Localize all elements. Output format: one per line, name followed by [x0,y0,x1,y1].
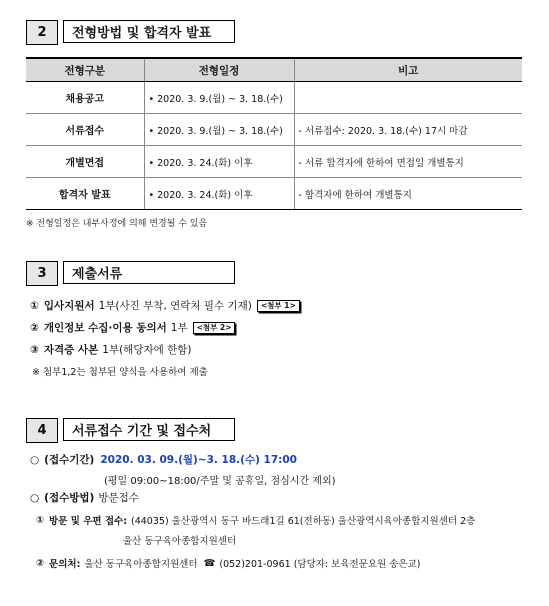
bullet-circle-icon: ○ [30,491,40,504]
item-marker: ③ [30,343,39,356]
category-cell: 서류접수 [26,114,144,146]
item-marker: ① [30,299,39,312]
item-name: 입사지원서 [43,300,95,312]
bullet-circle-icon: ○ [30,453,40,466]
category-cell: 합격자 발표 [26,178,144,210]
column-header: 전형일정 [144,58,294,82]
table-row [26,146,522,178]
contact-org: 울산 동구육아종합지원센터 [84,559,198,570]
contact-label: 문의처: [49,559,81,570]
section-number: 4 [26,418,58,443]
schedule-footnote: ※ 전형일정은 내부사정에 의해 변경될 수 있음 [26,219,208,229]
period-line [30,452,297,467]
category-cell: 채용공고 [26,82,144,114]
item-marker: ② [30,321,39,334]
period-hours: (평일 09:00~18:00/주말 및 공휴일, 점심시간 제외) [104,476,336,487]
table-header-row [26,58,522,82]
schedule-table [26,57,522,210]
date-cell: • 2020. 3. 24.(화) 이후 [144,146,294,178]
document-item-3 [30,342,191,357]
section-number: 2 [26,20,58,45]
documents-note: ※ 첨부1,2는 첨부된 양식을 사용하여 제출 [32,367,208,378]
item-marker: ② [36,557,45,569]
section-title: 제출서류 [63,261,235,284]
method-value: 방문접수 [98,492,139,504]
item-name: 자격증 사본 [43,344,99,356]
contact-line [36,556,420,570]
visit-address-line2: 울산 동구육아종합지원센터 [123,536,237,547]
document-item-1 [30,298,300,313]
item-name: 개인정보 수집·이용 동의서 [43,322,167,334]
table-row [26,114,522,146]
period-label: (접수기간) [44,454,95,466]
contact-phone: (052)201-0961 (담당자: 보육전문요원 송은교) [219,559,421,570]
attachment-tag: <첨부 2> [193,322,236,334]
period-value: 2020. 03. 09.(월)~3. 18.(수) 17:00 [100,454,297,466]
table-row [26,178,522,210]
document-item-2 [30,320,235,335]
attachment-tag: <첨부 1> [257,300,300,312]
date-cell: • 2020. 3. 24.(화) 이후 [144,178,294,210]
item-desc: 1부 [170,322,188,334]
column-header: 비고 [294,58,522,82]
category-cell: 개별면접 [26,146,144,178]
item-marker: ① [36,514,45,526]
visit-label: 방문 및 우편 접수: [49,516,128,527]
section-2-header [26,20,235,45]
phone-icon: ☎ [203,557,216,569]
section-3-header [26,261,235,286]
method-label: (접수방법) [44,492,95,504]
section-number: 3 [26,261,58,286]
section-title: 전형방법 및 합격자 발표 [63,20,235,43]
date-cell: • 2020. 3. 9.(월) ~ 3. 18.(수) [144,114,294,146]
table-row [26,82,522,114]
note-cell: - 서류 합격자에 한하여 면접일 개별통지 [294,146,522,178]
item-desc: 1부(사진 부착, 연락처 필수 기재) [98,300,252,312]
visit-address: (44035) 울산광역시 동구 바드래1길 61(전하동) 울산광역시육아종합지원센터 2층 [131,516,476,527]
item-desc: 1부(해당자에 한함) [102,344,192,356]
column-header: 전형구분 [26,58,144,82]
section-4-header [26,418,235,443]
method-line [30,490,139,505]
note-cell [294,82,522,114]
visit-line [36,513,475,527]
note-cell: - 합격자에 한하여 개별통지 [294,178,522,210]
date-cell: • 2020. 3. 9.(월) ~ 3. 18.(수) [144,82,294,114]
note-cell: - 서류접수: 2020. 3. 18.(수) 17시 마감 [294,114,522,146]
section-title: 서류접수 기간 및 접수처 [63,418,235,441]
